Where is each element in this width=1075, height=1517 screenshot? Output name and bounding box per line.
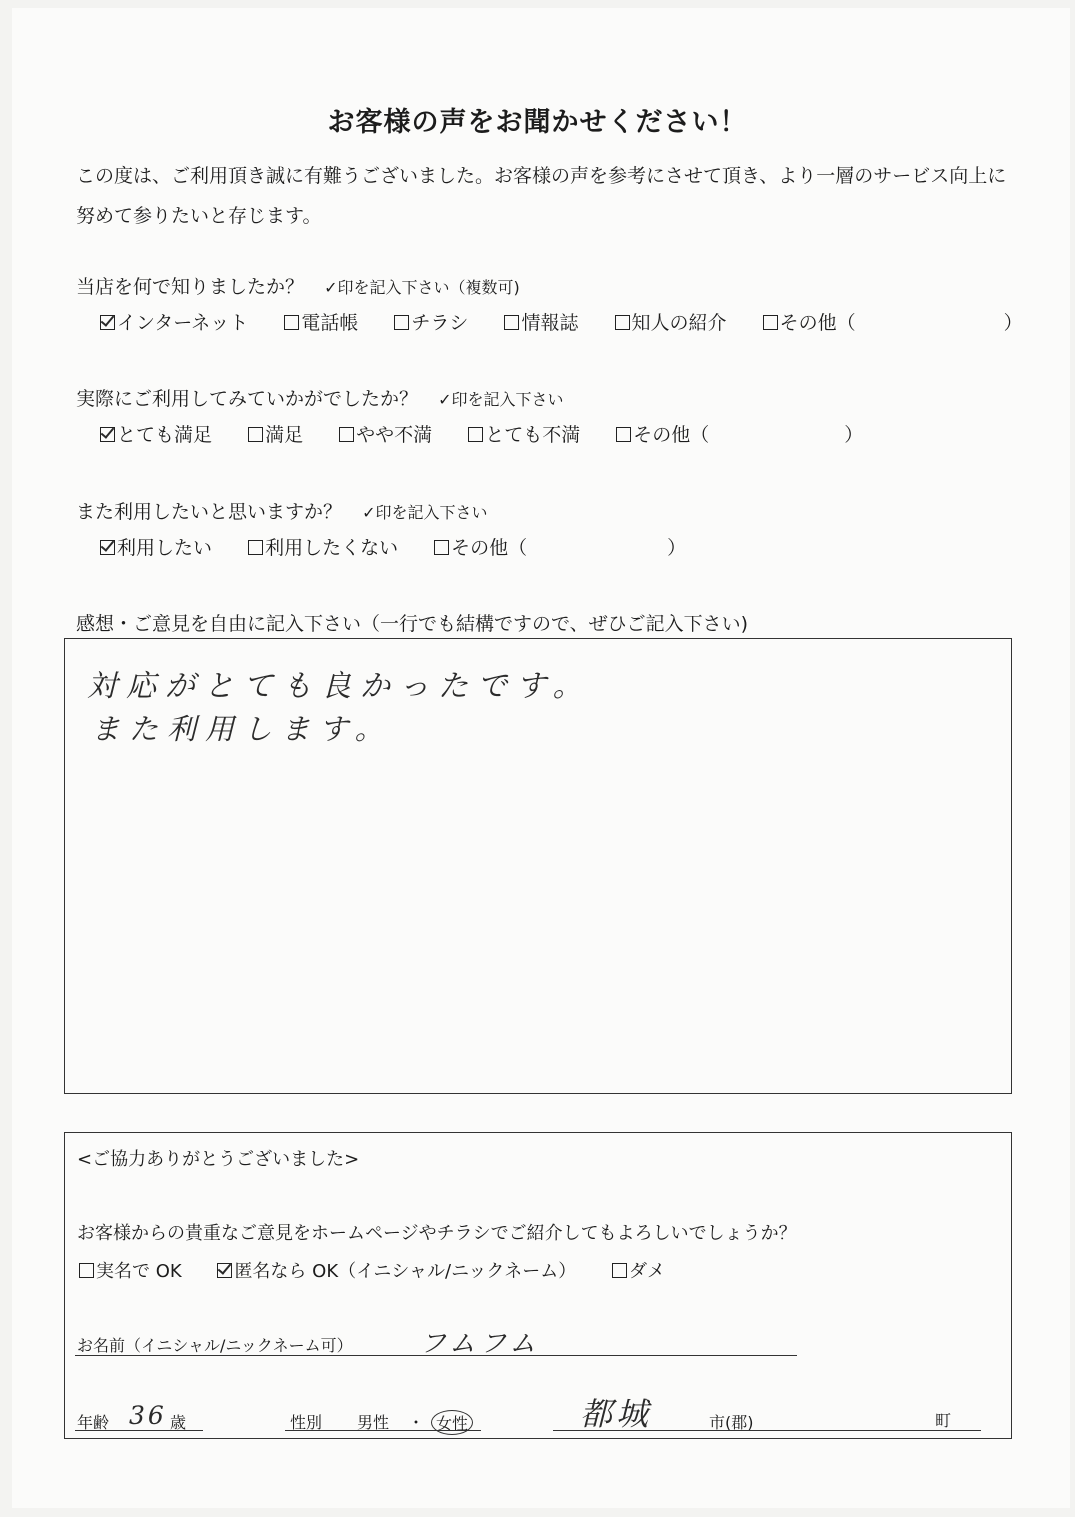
checkbox-icon[interactable]	[616, 427, 631, 442]
intro-text: この度は、ご利用頂き誠に有難うございました。お客様の声を参考にさせて頂き、より一層のサービス向上に努めて参りたいと存じます。	[76, 165, 1007, 227]
checkbox-icon[interactable]	[339, 427, 354, 442]
gender-separator: ・	[408, 1413, 425, 1432]
q1-option-referral[interactable]: 知人の紹介	[615, 308, 727, 335]
q2-question: 実際にご利用してみていかがでしたか？ ✓印を記入下さい	[76, 388, 564, 410]
q3-option-yes[interactable]: 利用したい	[100, 533, 212, 560]
gender-label: 性別	[290, 1413, 323, 1432]
comments-label: 感想・ご意見を自由に記入下さい（一行でも結構ですので、ぜひご記入下さい)	[76, 613, 749, 635]
q2-option-very-satisfied[interactable]: とても満足	[100, 420, 212, 447]
q1-option-other[interactable]: その他（ ）	[763, 308, 1023, 335]
comment-line-2: また利用します。	[91, 712, 393, 746]
comments-box[interactable]	[64, 638, 1012, 1094]
q1-options	[100, 308, 1023, 335]
q1-note: ✓印を記入下さい（複数可)	[324, 278, 520, 297]
consent-option-real-name[interactable]: 実名で OK	[79, 1257, 182, 1283]
q2-option-other[interactable]: その他（ ）	[616, 420, 863, 447]
q3-note: ✓印を記入下さい	[362, 503, 488, 522]
age-value[interactable]: 36	[129, 1401, 167, 1430]
name-label: お名前（イニシャル/ニックネーム可）	[77, 1336, 353, 1355]
checkbox-icon[interactable]	[763, 315, 778, 330]
consent-option-no[interactable]: ダメ	[612, 1257, 665, 1283]
checkbox-icon[interactable]	[612, 1263, 627, 1278]
checkbox-checked-icon[interactable]	[100, 427, 115, 442]
q2-option-very-unsatisfied[interactable]: とても不満	[468, 420, 580, 447]
comment-line-1: 対応がとても良かったです。	[87, 669, 592, 704]
checkbox-icon[interactable]	[434, 540, 449, 555]
q1-option-internet[interactable]: インターネット	[100, 308, 248, 335]
age-underline	[75, 1430, 203, 1431]
consent-options	[79, 1257, 665, 1283]
address-underline	[553, 1430, 981, 1431]
q1-option-flyer[interactable]: チラシ	[394, 308, 468, 335]
checkbox-icon[interactable]	[248, 427, 263, 442]
q3-options	[100, 533, 686, 560]
gender-female-circled[interactable]: 女性	[431, 1410, 473, 1435]
q2-option-satisfied[interactable]: 満足	[248, 420, 303, 447]
checkbox-icon[interactable]	[468, 427, 483, 442]
q1-question: 当店を何で知りましたか？ ✓印を記入下さい（複数可)	[76, 276, 520, 298]
checkbox-checked-icon[interactable]	[100, 315, 115, 330]
q3-option-other[interactable]: その他（ ）	[434, 533, 686, 560]
name-underline	[75, 1355, 797, 1356]
checkbox-icon[interactable]	[284, 315, 299, 330]
checkbox-checked-icon[interactable]	[100, 540, 115, 555]
age-unit: 歳	[170, 1413, 187, 1432]
age-label: 年齢	[77, 1413, 110, 1432]
consent-box	[64, 1132, 1012, 1439]
q3-option-no[interactable]: 利用したくない	[248, 533, 398, 560]
q2-note: ✓印を記入下さい	[438, 390, 564, 409]
page-title: お客様の声をお聞かせください！	[327, 107, 748, 138]
q1-option-magazine[interactable]: 情報誌	[504, 308, 578, 335]
gender-underline	[285, 1430, 481, 1431]
checkbox-icon[interactable]	[394, 315, 409, 330]
checkbox-icon[interactable]	[615, 315, 630, 330]
checkbox-checked-icon[interactable]	[217, 1263, 232, 1278]
consent-question: お客様からの貴重なご意見をホームページやチラシでご紹介してもよろしいでしょうか？	[77, 1223, 797, 1244]
checkbox-icon[interactable]	[248, 540, 263, 555]
q1-option-phonebook[interactable]: 電話帳	[284, 308, 358, 335]
consent-option-anonymous[interactable]: 匿名なら OK（イニシャル/ニックネーム）	[217, 1257, 576, 1283]
name-value[interactable]: フムフム	[420, 1329, 541, 1359]
city-label: 市(郡)	[709, 1413, 754, 1432]
city-value[interactable]: 都城	[580, 1395, 653, 1433]
thanks-text: <ご協力ありがとうございました>	[77, 1149, 360, 1170]
q2-options	[100, 420, 863, 447]
q3-question: また利用したいと思いますか？ ✓印を記入下さい	[76, 501, 488, 523]
checkbox-icon[interactable]	[504, 315, 519, 330]
checkbox-icon[interactable]	[79, 1263, 94, 1278]
q2-option-somewhat-unsatisfied[interactable]: やや不満	[339, 420, 432, 447]
town-label: 町	[935, 1411, 952, 1430]
gender-male[interactable]: 男性	[357, 1413, 390, 1432]
